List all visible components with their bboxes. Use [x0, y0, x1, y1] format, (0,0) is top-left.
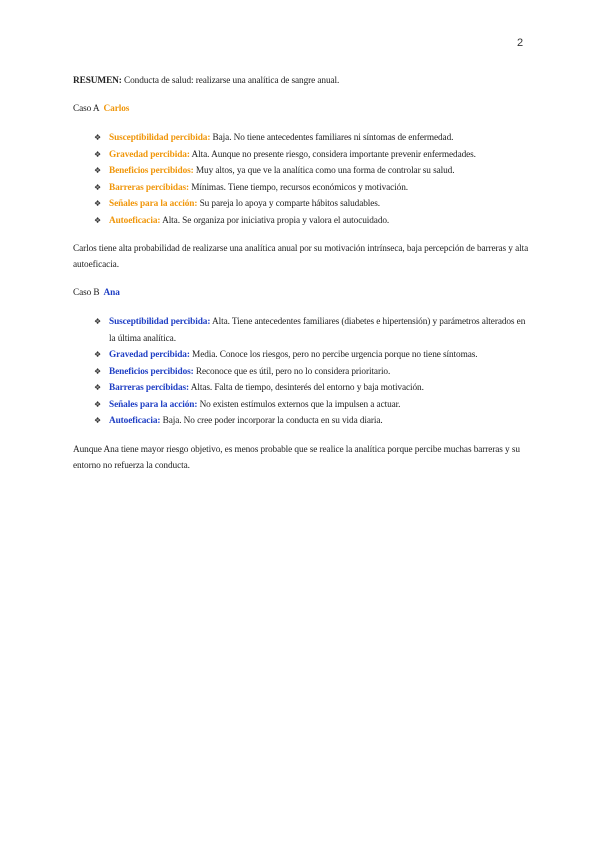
diamond-bullet-icon: ❖ — [94, 366, 102, 376]
list-item — [94, 314, 533, 347]
diamond-bullet-icon: ❖ — [94, 149, 102, 159]
factor-text: Altas. Falta de tiempo, desinterés del entorno y baja motivación. — [189, 383, 424, 393]
factor-text: Alta. Se organiza por iniciativa propia y valora el autocuidado. — [160, 215, 390, 226]
list-item — [94, 147, 533, 164]
summary-paragraph — [73, 73, 533, 89]
list-item — [94, 163, 533, 180]
factor-text: Alta. Aunque no presente riesgo, considera importante prevenir enfermedades. — [189, 149, 476, 160]
case-b-label: Caso B — [73, 288, 100, 298]
case-a-name: Carlos — [103, 104, 130, 114]
page-number: 2 — [517, 37, 524, 49]
diamond-bullet-icon: ❖ — [94, 182, 102, 192]
factor-text: Baja. No cree poder incorporar la conducta en su vida diaria. — [160, 416, 383, 426]
factor-term: Autoeficacia: — [109, 215, 161, 226]
case-a-conclusion: Carlos tiene alta probabilidad de realizarse una analítica anual por su motivación intrínseca, baja percepción de barreras y alta autoeficacia. — [73, 244, 529, 270]
list-item — [94, 347, 533, 364]
case-b-section — [73, 285, 533, 474]
factor-term: Barreras percibidas: — [109, 182, 190, 193]
factor-text: Mínimas. Tiene tiempo, recursos económicos y motivación. — [189, 182, 408, 193]
summary-text: Conducta de salud: realizarse una analítica de sangre anual. — [121, 76, 340, 86]
factor-text: Media. Conoce los riesgos, pero no percibe urgencia porque no tiene síntomas. — [189, 350, 478, 360]
case-b-factor-list — [73, 314, 533, 430]
factor-term: Susceptibilidad percibida: — [109, 133, 211, 143]
factor-text: No existen estímulos externos que la impulsen a actuar. — [197, 399, 401, 410]
diamond-bullet-icon: ❖ — [94, 399, 102, 409]
list-item — [94, 213, 533, 230]
diamond-bullet-icon: ❖ — [94, 133, 102, 142]
factor-term: Autoeficacia: — [109, 416, 161, 426]
factor-term: Señales para la acción: — [109, 399, 198, 410]
factor-term: Señales para la acción: — [109, 199, 198, 209]
list-item — [94, 413, 533, 430]
document-body — [73, 73, 533, 486]
factor-text: Muy altos, ya que ve la analítica como una forma de controlar su salud. — [193, 166, 455, 176]
diamond-bullet-icon: ❖ — [94, 350, 102, 359]
summary-label: RESUMEN: — [73, 76, 122, 86]
diamond-bullet-icon: ❖ — [94, 166, 102, 175]
factor-text: Reconoce que es útil, pero no lo considera prioritario. — [193, 366, 391, 377]
list-item — [94, 397, 533, 414]
factor-term: Barreras percibidas: — [109, 383, 190, 393]
list-item — [94, 180, 533, 197]
case-b-name: Ana — [103, 288, 120, 298]
list-item — [94, 130, 533, 147]
case-b-heading — [73, 285, 533, 301]
factor-term: Gravedad percibida: — [109, 149, 190, 160]
diamond-bullet-icon: ❖ — [94, 317, 102, 326]
factor-term: Beneficios percibidos: — [109, 166, 194, 176]
factor-term: Beneficios percibidos: — [109, 366, 194, 377]
diamond-bullet-icon: ❖ — [94, 383, 102, 392]
factor-term: Susceptibilidad percibida: — [109, 317, 211, 327]
case-a-label: Caso A — [73, 104, 100, 114]
factor-text: Su pareja lo apoya y comparte hábitos saludables. — [197, 199, 381, 209]
diamond-bullet-icon: ❖ — [94, 199, 102, 208]
diamond-bullet-icon: ❖ — [94, 416, 102, 425]
case-a-section — [73, 101, 533, 273]
list-item — [94, 364, 533, 381]
factor-text: Alta. Tiene antecedentes familiares (diabetes e hipertensión) y parámetros alterados en la última analítica. — [109, 317, 526, 344]
list-item — [94, 380, 533, 397]
list-item — [94, 196, 533, 213]
factor-text: Baja. No tiene antecedentes familiares ni síntomas de enfermedad. — [210, 133, 454, 143]
case-a-factor-list — [73, 130, 533, 229]
case-b-conclusion: Aunque Ana tiene mayor riesgo objetivo, es menos probable que se realice la analítica porque percibe muchas barreras y su entorno no refuerza la conducta. — [73, 444, 520, 471]
factor-term: Gravedad percibida: — [109, 350, 190, 360]
diamond-bullet-icon: ❖ — [94, 215, 102, 225]
case-a-heading — [73, 101, 533, 117]
